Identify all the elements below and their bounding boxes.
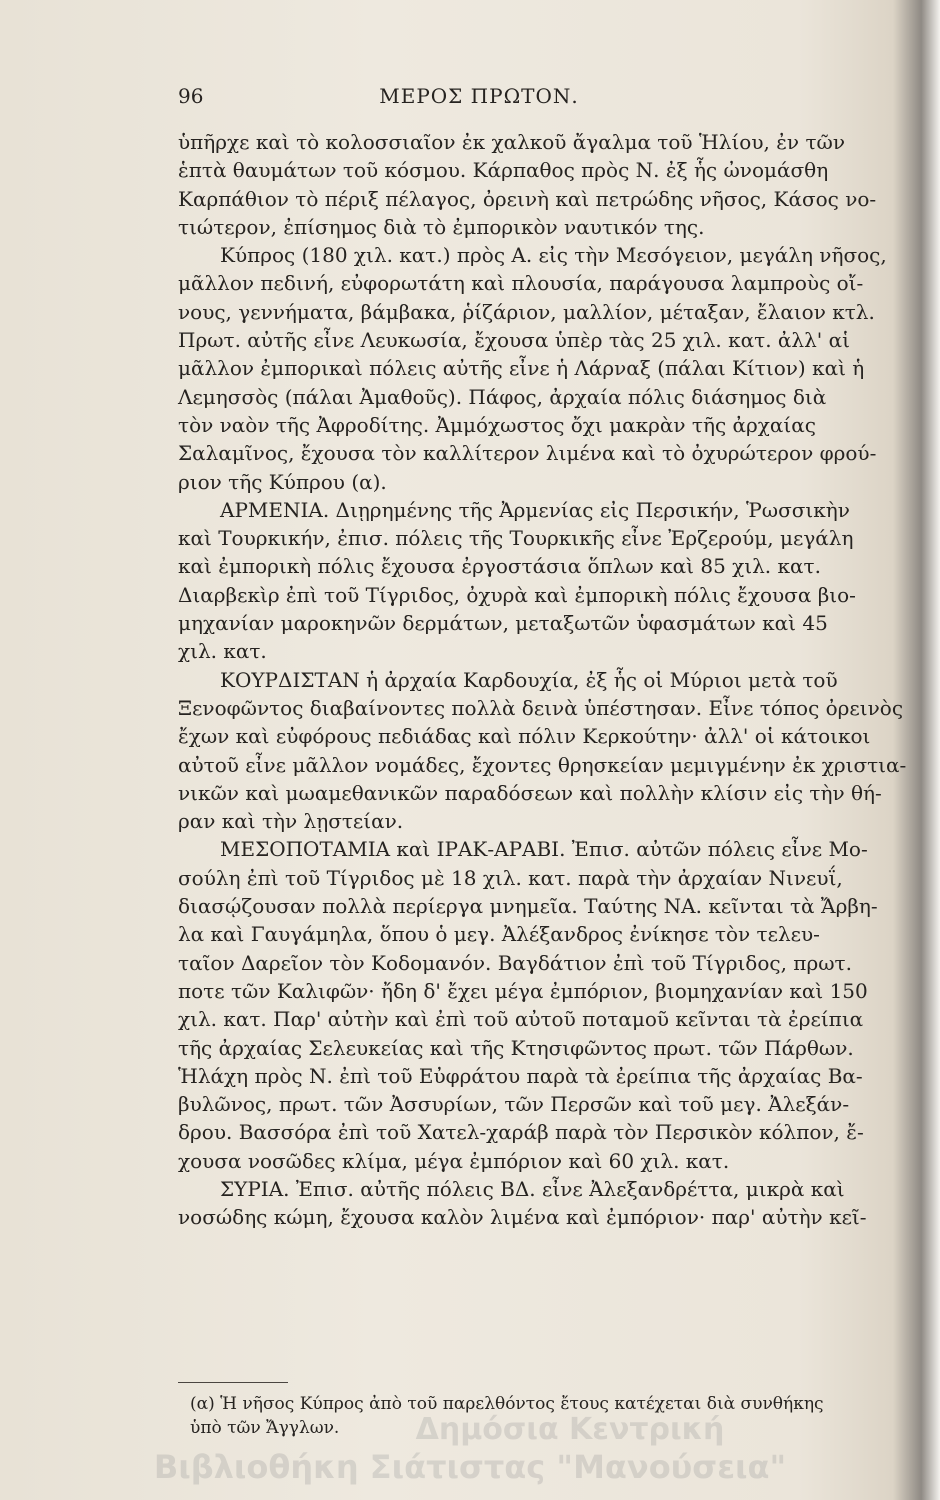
- text-line: τιώτερον, ἐπίσημος διὰ τὸ ἐμπορικὸν ναυτικόν της.: [178, 214, 705, 239]
- page-header: [178, 84, 780, 114]
- text-line: τὸν ναὸν τῆς Ἀφροδίτης. Ἀμμόχωστος ὄχι μακρὰν τῆς ἀρχαίας: [178, 412, 816, 437]
- text-line: δρου. Βασσόρα ἐπὶ τοῦ Χατελ-χαράβ παρὰ τὸν Περσικὸν κόλπον, ἔ-: [178, 1120, 864, 1145]
- text-line: μᾶλλον πεδινή, εὐφορωτάτη καὶ πλουσία, παράγουσα λαμπροὺς οἴ-: [178, 271, 864, 296]
- page-number: 96: [178, 84, 204, 108]
- text-line: χιλ. κατ.: [178, 639, 267, 664]
- text-line: μᾶλλον ἐμπορικαὶ πόλεις αὐτῆς εἶνε ἡ Λάρναξ (πάλαι Κίτιον) καὶ ἡ: [178, 356, 865, 381]
- footnote-line: (α) Ἡ νῆσος Κύπρος ἀπὸ τοῦ παρελθόντος ἔτους κατέχεται διὰ συνθήκης: [190, 1394, 824, 1414]
- text-line: Ξενοφῶντος διαβαίνοντες πολλὰ δεινὰ ὑπέστησαν. Εἶνε τόπος ὀρεινὸς: [178, 695, 904, 720]
- text-line: ταῖον Δαρεῖον τὸν Κοδομανόν. Βαγδάτιον ἐπὶ τοῦ Τίγριδος, πρωτ.: [178, 950, 852, 975]
- text-line: ΜΕΣΟΠΟΤΑΜΙΑ καὶ ΙΡΑΚ-ΑΡΑΒΙ. Ἐπισ. αὐτῶν πόλεις εἶνε Μο-: [220, 837, 868, 862]
- text-line: ΑΡΜΕΝΙΑ. Διῃρημένης τῆς Ἀρμενίας εἰς Περσικήν, Ῥωσσικὴν: [220, 497, 850, 522]
- text-line: διασῴζουσαν πολλὰ περίεργα μνημεῖα. Ταύτης ΝΑ. κεῖνται τὰ Ἄρβη-: [178, 894, 878, 919]
- text-line: ραν καὶ τὴν λῃστείαν.: [178, 809, 404, 834]
- footnote-line: ὑπὸ τῶν Ἄγγλων.: [190, 1418, 340, 1438]
- text-line: χουσα νοσῶδες κλίμα, μέγα ἐμπόριον καὶ 60 χιλ. κατ.: [178, 1148, 730, 1173]
- library-watermark: Δημόσια Κεντρική: [415, 1412, 725, 1447]
- text-line: ριον τῆς Κύπρου (α).: [178, 469, 387, 494]
- running-title: ΜΕΡΟΣ ΠΡΩΤΟΝ.: [379, 84, 579, 108]
- text-line: σούλη ἐπὶ τοῦ Τίγριδος μὲ 18 χιλ. κατ. παρὰ τὴν ἀρχαίαν Νινευΐ,: [178, 865, 843, 890]
- library-watermark: Βιβλιοθήκη Σιάτιστας "Μανούσεια": [153, 1448, 787, 1486]
- text-line: καὶ ἐμπορικὴ πόλις ἔχουσα ἐργοστάσια ὅπλων καὶ 85 χιλ. κατ.: [178, 554, 821, 579]
- text-line: λα καὶ Γαυγάμηλα, ὅπου ὁ μεγ. Ἀλέξανδρος ἐνίκησε τὸν τελευ-: [178, 922, 820, 947]
- text-line: Ἡλάχη πρὸς Ν. ἐπὶ τοῦ Εὐφράτου παρὰ τὰ ἐρείπια τῆς ἀρχαίας Βα-: [178, 1063, 863, 1088]
- text-line: Πρωτ. αὐτῆς εἶνε Λευκωσία, ἔχουσα ὑπὲρ τὰς 25 χιλ. κατ. ἀλλ' αἱ: [178, 328, 850, 353]
- text-line: Καρπάθιον τὸ πέριξ πέλαγος, ὀρεινὴ καὶ πετρώδης νῆσος, Κάσος νο-: [178, 186, 877, 211]
- text-line: νικῶν καὶ μωαμεθανικῶν παραδόσεων καὶ πολλὴν κλίσιν εἰς τὴν θή-: [178, 780, 882, 805]
- text-line: αὐτοῦ εἶνε μᾶλλον νομάδες, ἔχοντες θρησκείαν μεμιγμένην ἐκ χριστια-: [178, 752, 907, 777]
- text-line: Κύπρος (180 χιλ. κατ.) πρὸς Α. εἰς τὴν Μεσόγειον, μεγάλη νῆσος,: [220, 243, 887, 268]
- footnote-rule: [178, 1382, 288, 1383]
- text-line: Διαρβεκὶρ ἐπὶ τοῦ Τίγριδος, ὀχυρὰ καὶ ἐμπορικὴ πόλις ἔχουσα βιο-: [178, 582, 856, 607]
- text-line: βυλῶνος, πρωτ. τῶν Ἀσσυρίων, τῶν Περσῶν καὶ τοῦ μεγ. Ἀλεξάν-: [178, 1092, 850, 1117]
- text-line: ΣΥΡΙΑ. Ἐπισ. αὐτῆς πόλεις ΒΔ. εἶνε Ἀλεξανδρέττα, μικρὰ καὶ: [220, 1176, 845, 1201]
- text-line: καὶ Τουρκικήν, ἐπισ. πόλεις τῆς Τουρκικῆς εἶνε Ἐρζερούμ, μεγάλη: [178, 526, 854, 551]
- body-text: [178, 128, 907, 1232]
- text-line: νους, γεννήματα, βάμβακα, ῥίζάριον, μαλλίον, μέταξαν, ἔλαιον κτλ.: [178, 299, 875, 324]
- text-line: Λεμησσὸς (πάλαι Ἀμαθοῦς). Πάφος, ἀρχαία πόλις διάσημος διὰ: [178, 384, 827, 409]
- text-line: ποτε τῶν Καλιφῶν· ἤδη δ' ἔχει μέγα ἐμπόριον, βιομηχανίαν καὶ 150: [178, 978, 868, 1003]
- text-line: ἑπτὰ θαυμάτων τοῦ κόσμου. Κάρπαθος πρὸς Ν. ἐξ ἧς ὠνομάσθη: [178, 158, 829, 183]
- text-line: ΚΟΥΡΔΙΣΤΑΝ ἡ ἀρχαία Καρδουχία, ἐξ ἧς οἱ Μύριοι μετὰ τοῦ: [220, 667, 838, 692]
- text-line: μηχανίαν μαροκηνῶν δερμάτων, μεταξωτῶν ὑφασμάτων καὶ 45: [178, 611, 828, 636]
- text-line: χιλ. κατ. Παρ' αὐτὴν καὶ ἐπὶ τοῦ αὐτοῦ ποταμοῦ κεῖνται τὰ ἐρείπια: [178, 1007, 864, 1032]
- text-line: ὑπῆρχε καὶ τὸ κολοσσιαῖον ἐκ χαλκοῦ ἄγαλμα τοῦ Ἡλίου, ἐν τῶν: [178, 130, 845, 154]
- text-line: Σαλαμῖνος, ἔχουσα τὸν καλλίτερον λιμένα καὶ τὸ ὀχυρώτερον φρού-: [178, 441, 877, 466]
- text-line: ἔχων καὶ εὐφόρους πεδιάδας καὶ πόλιν Κερκούτην· ἀλλ' οἱ κάτοικοι: [178, 724, 871, 749]
- text-line: τῆς ἀρχαίας Σελευκείας καὶ τῆς Κτησιφῶντος πρωτ. τῶν Πάρθων.: [178, 1035, 854, 1060]
- text-line: νοσώδης κώμη, ἔχουσα καλὸν λιμένα καὶ ἐμπόριον· παρ' αὐτὴν κεῖ-: [178, 1205, 867, 1230]
